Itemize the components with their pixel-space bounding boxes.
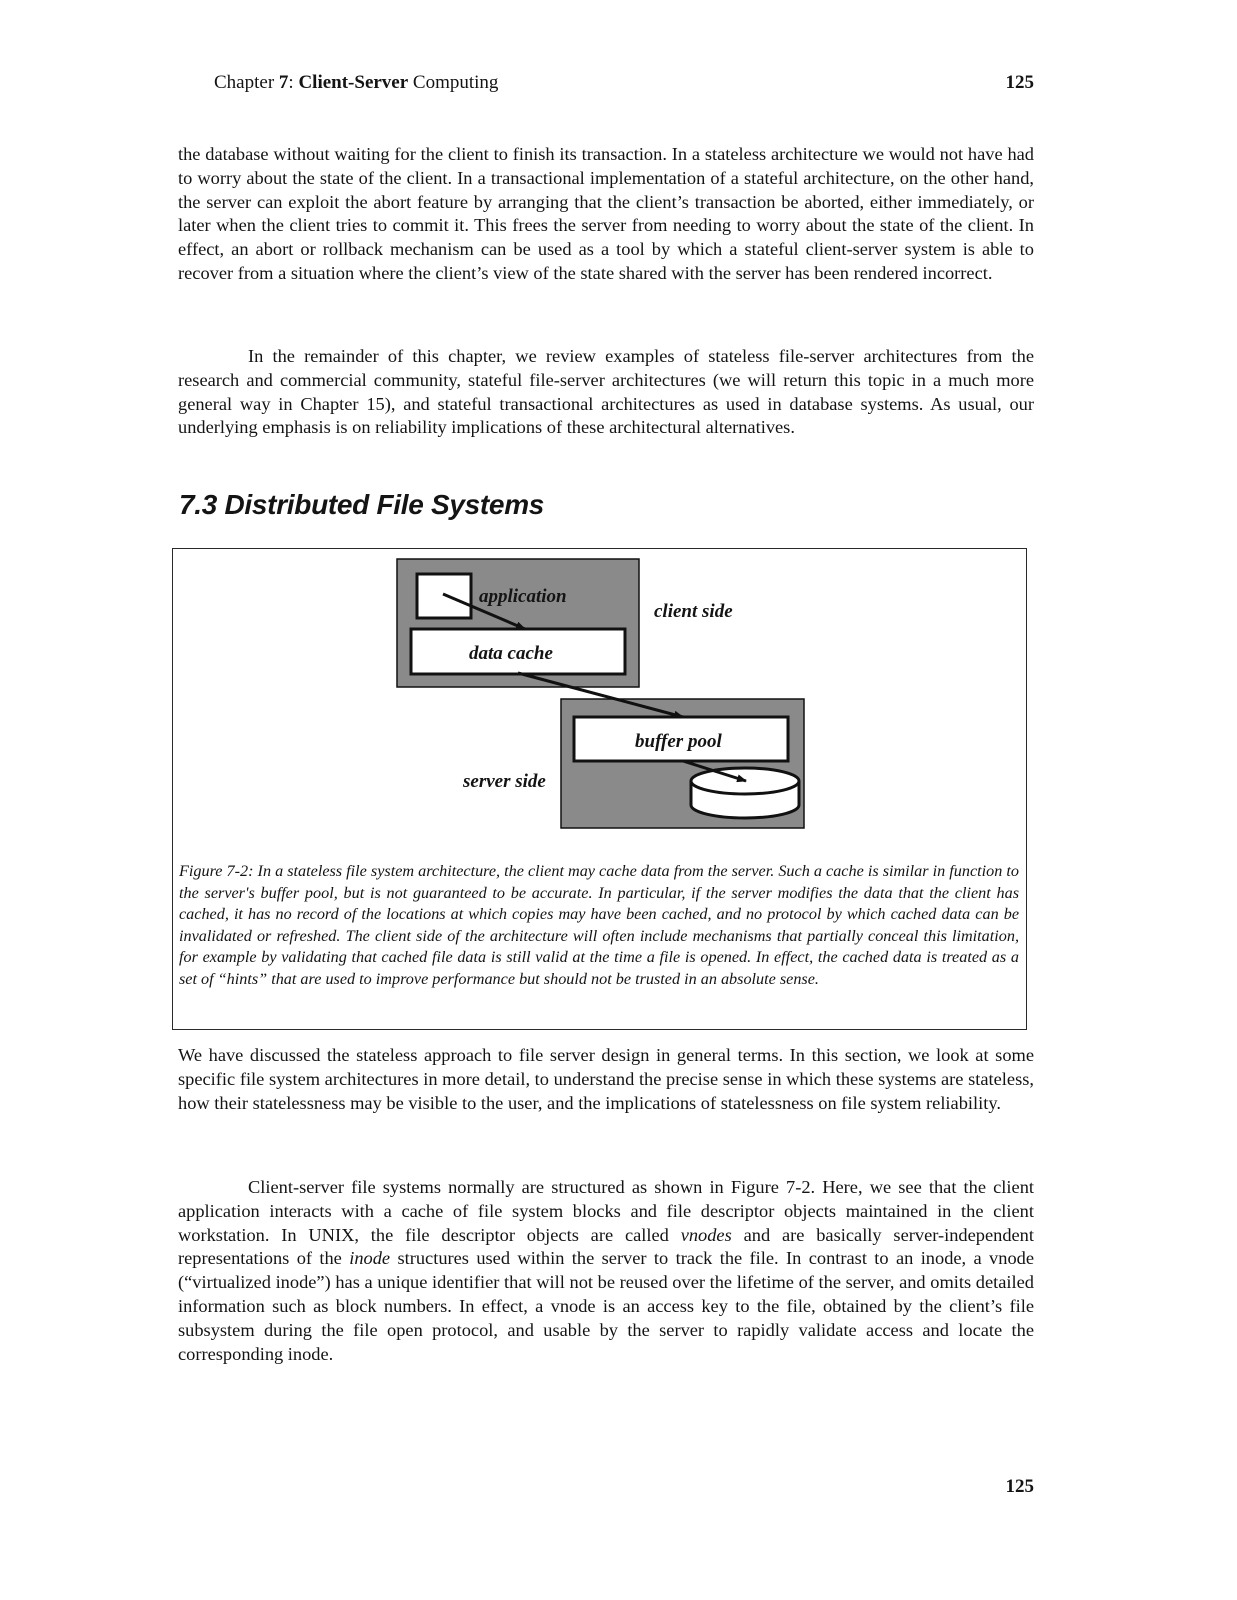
- chapter-prefix: Chapter: [214, 72, 279, 93]
- chapter-number: 7: [278, 72, 289, 93]
- header-page-number: 125: [1005, 72, 1034, 93]
- data-cache-label: data cache: [469, 643, 553, 664]
- body-paragraph-3: We have discussed the stateless approach to file server design in general terms. In this section, we look at some specific file system architectures in more detail, to understand the precise sense in which these systems are stateless, how their statelessness may be visible to the user, and the implications of statelessness on file system reliability.: [178, 1045, 1034, 1113]
- server-side-label: server side: [463, 771, 546, 792]
- running-header: [214, 72, 1034, 98]
- term-vnodes: vnodes: [680, 1224, 732, 1245]
- figure-7-2: [172, 548, 1027, 1030]
- p4-text-a: Client-server file systems normally are structured as shown in Figure 7-2. Here, we see that the client application interacts with a cache of file system blocks and file descriptor objects maintained in the client workstation. In UNIX, the file descriptor objects are called: [178, 1177, 1034, 1245]
- disk-icon: [691, 768, 799, 818]
- body-paragraph-4: [178, 1176, 1034, 1366]
- chapter-title-rest: Computing: [408, 72, 499, 93]
- p4-text-b: and are basically server-independent representations of the: [178, 1224, 1034, 1269]
- p4-text-c: structures used within the server to track the file. In contrast to an inode, a vnode (“virtualized inode”) has a unique identifier that will not be reused over the lifetime of the server, and omits detailed information such as block numbers. In effect, a vnode is an access key to the file, obtained by the client’s file subsystem during the file open protocol, and usable by the server to rapidly validate access and locate the corresponding inode.: [178, 1248, 1035, 1364]
- term-inode: inode: [349, 1248, 391, 1269]
- body-paragraph-2: In the remainder of this chapter, we review examples of stateless file-server architectures from the research and commercial community, stateful file-server architectures (we will return this topic in a much more general way in Chapter 15), and stateful transactional architectures as used in database systems. As usual, our underlying emphasis is on reliability implications of these architectural alternatives.: [178, 346, 1034, 438]
- footer-page-number: 125: [1005, 1476, 1034, 1497]
- body-paragraph-1: the database without waiting for the client to finish its transaction. In a stateless architecture we would not have had to worry about the state of the client. In a transactional implementation of a stateful architecture, on the other hand, the server can exploit the abort feature by arranging that the client’s transaction be aborted, either immediately, or later when the client tries to commit it. This frees the server from needing to worry about the state of the client. In effect, an abort or rollback mechanism can be used as a tool by which a stateful client-server system is able to recover from a situation where the client’s view of the state shared with the server has been rendered incorrect.: [178, 144, 1034, 283]
- chapter-title-bold: Client-Server: [298, 72, 409, 93]
- section-heading: 7.3 Distributed File Systems: [179, 489, 545, 520]
- architecture-diagram: [173, 549, 1028, 859]
- application-label: application: [479, 586, 567, 607]
- figure-caption: Figure 7-2: In a stateless file system architecture, the client may cache data from the server. Such a cache is similar in function to the server's buffer pool, but is not guaranteed to be accurate. In particular, if the server modifies the data that the client has cached, it has no record of the locations at which copies may have been cached, and no protocol by which cached data can be invalidated or refreshed. The client side of the architecture will often include mechanisms that partially conceal this limitation, for example by validating that cached file data is still valid at the time a file is opened. In effect, the cached data is treated as a set of “hints” that are used to improve performance but should not be trusted in an absolute sense.: [179, 862, 1019, 988]
- buffer-pool-label: buffer pool: [635, 731, 722, 752]
- client-side-label: client side: [654, 601, 733, 622]
- chapter-title: [214, 72, 498, 94]
- chapter-separator: :: [288, 72, 299, 93]
